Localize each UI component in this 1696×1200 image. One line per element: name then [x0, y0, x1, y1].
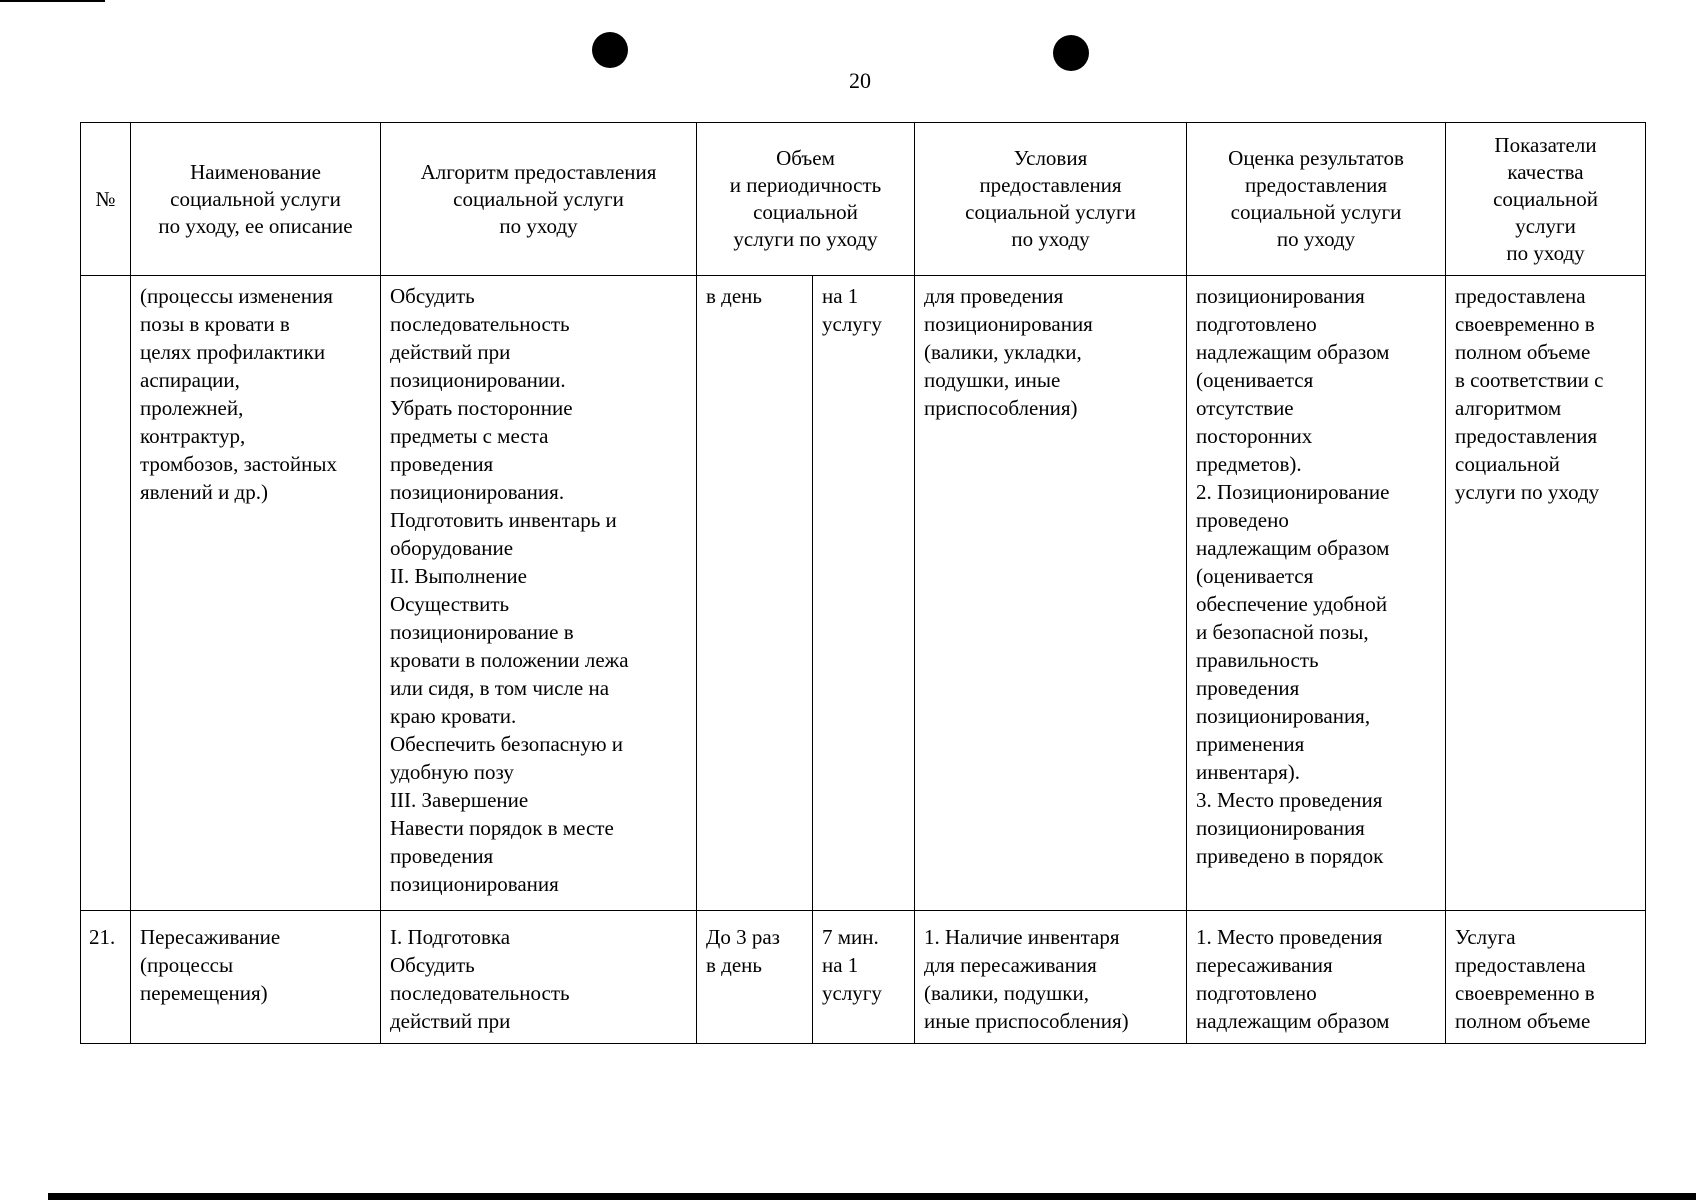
row-number: 21.	[81, 911, 131, 1044]
row-frequency: До 3 раз в день	[697, 911, 813, 1044]
row-duration: на 1 услугу	[813, 276, 915, 911]
header-quality: Показатели качества социальной услуги по уходу	[1446, 123, 1646, 276]
row-service-name: Пересаживание (процессы перемещения)	[131, 911, 381, 1044]
bottom-scan-edge	[48, 1193, 1696, 1200]
row-assessment: позиционирования подготовлено надлежащим образом (оценивается отсутствие посторонних предметов). 2. Позиционирование проведено надлежащим образом (оценивается обеспечение удобной и безопасной позы, правильность проведения позиционирования, применения инвентаря). 3. Место проведения позиционирования приведено в порядок	[1187, 276, 1446, 911]
row-quality: Услуга предоставлена своевременно в полном объеме	[1446, 911, 1646, 1044]
row-duration: 7 мин. на 1 услугу	[813, 911, 915, 1044]
row-frequency: в день	[697, 276, 813, 911]
table-row	[81, 911, 1646, 1044]
row-algorithm: I. Подготовка Обсудить последовательность действий при	[381, 911, 697, 1044]
table-row	[81, 276, 1646, 911]
header-conditions: Условия предоставления социальной услуги по уходу	[915, 123, 1187, 276]
row-service-name: (процессы изменения позы в кровати в целях профилактики аспирации, пролежней, контрактур, тромбозов, застойных явлений и др.)	[131, 276, 381, 911]
page-number: 20	[849, 68, 871, 93]
services-table	[80, 122, 1646, 1044]
row-quality: предоставлена своевременно в полном объеме в соответствии с алгоритмом предоставления социальной услуги по уходу	[1446, 276, 1646, 911]
punch-hole-right	[1053, 35, 1089, 71]
table-header-row	[81, 123, 1646, 276]
header-volume-frequency: Объем и периодичность социальной услуги по уходу	[697, 123, 915, 276]
row-conditions: для проведения позиционирования (валики, укладки, подушки, иные приспособления)	[915, 276, 1187, 911]
row-conditions: 1. Наличие инвентаря для пересаживания (валики, подушки, иные приспособления)	[915, 911, 1187, 1044]
row-algorithm: Обсудить последовательность действий при позиционировании. Убрать посторонние предметы с места проведения позиционирования. Подготовить инвентарь и оборудование II. Выполнение Осуществить позиционирование в кровати в положении лежа или сидя, в том числе на краю кровати. Обеспечить безопасную и удобную позу III. Завершение Навести порядок в месте проведения позиционирования	[381, 276, 697, 911]
row-number	[81, 276, 131, 911]
header-assessment: Оценка результатов предоставления социальной услуги по уходу	[1187, 123, 1446, 276]
punch-hole-left	[592, 32, 628, 68]
corner-scan-mark	[0, 0, 105, 2]
header-number: №	[81, 123, 131, 276]
header-service-name: Наименование социальной услуги по уходу, ее описание	[131, 123, 381, 276]
header-algorithm: Алгоритм предоставления социальной услуги по уходу	[381, 123, 697, 276]
row-assessment: 1. Место проведения пересаживания подготовлено надлежащим образом	[1187, 911, 1446, 1044]
